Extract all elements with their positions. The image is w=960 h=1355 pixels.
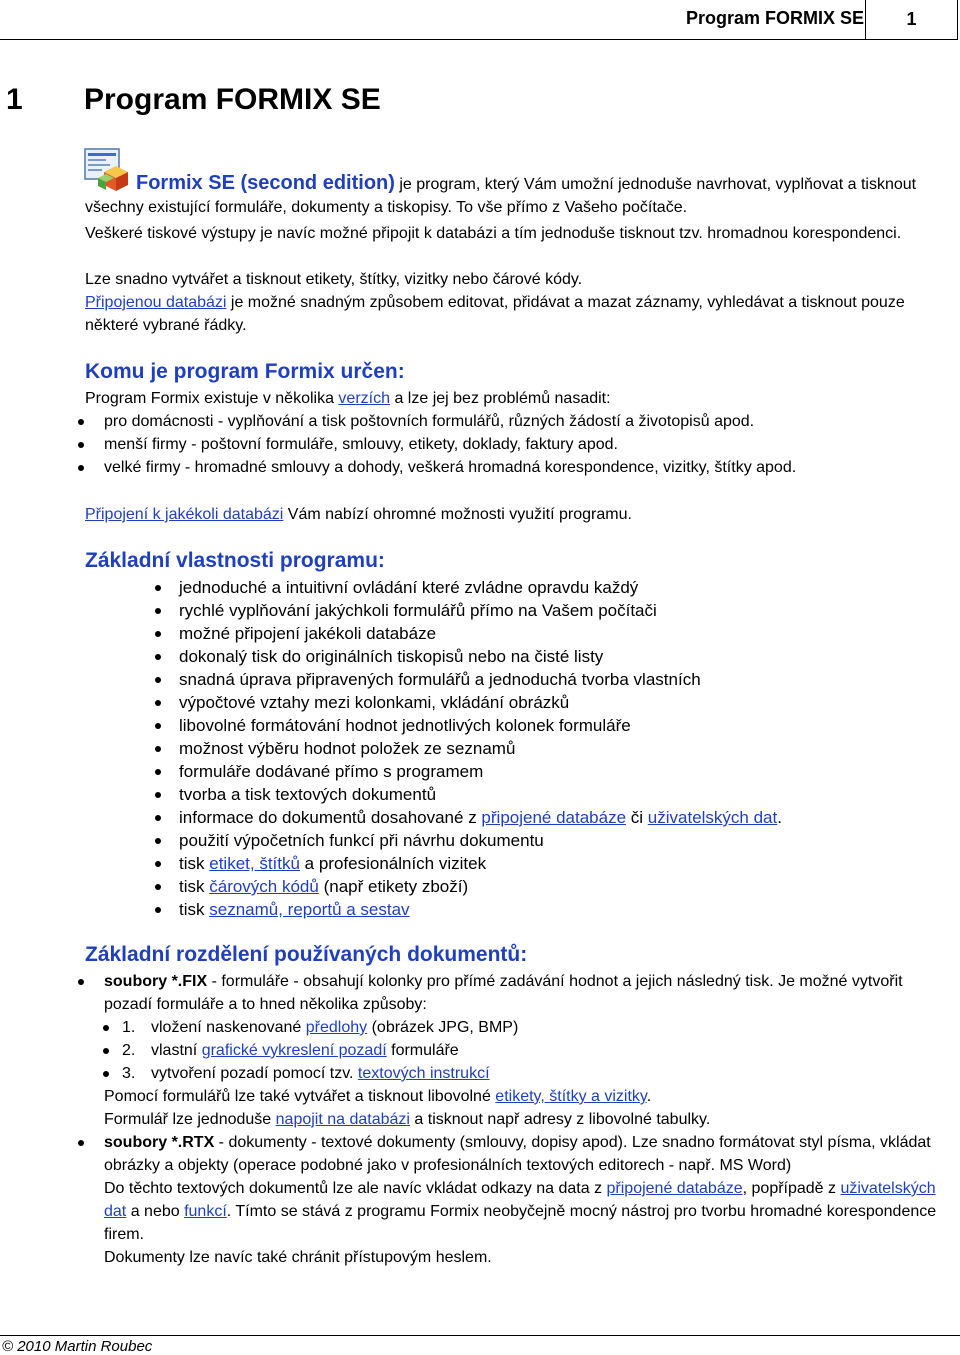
list-item-text: tisk — [179, 854, 210, 873]
list-item — [0, 645, 950, 668]
list-item — [0, 783, 950, 806]
list-item-text: tisk — [179, 900, 210, 919]
list-item — [0, 852, 950, 875]
section-heading-features: Základní vlastnosti programu: — [85, 549, 385, 572]
list-item — [79, 433, 949, 456]
chapter-title-text: Program FORMIX SE — [84, 83, 381, 116]
item-number: 1. — [122, 1019, 136, 1036]
rtx-text: - dokumenty - textové dokumenty (smlouvy, dopisy apod). Lze snadno formátovat styl písma, vkládat obrázky a objekty (operace podobné jako v profesionálních textových editorech - např. MS Word) — [104, 1134, 931, 1174]
header-rule — [0, 39, 866, 40]
list-item — [79, 410, 949, 433]
list-item-text: možné připojení jakékoli databáze — [179, 624, 437, 643]
item-text: vložení naskenované — [151, 1019, 306, 1036]
list-item — [0, 691, 950, 714]
item-number: 2. — [122, 1042, 136, 1059]
database-paragraph — [85, 503, 945, 526]
section-heading-target-users: Komu je program Formix určen: — [85, 360, 405, 383]
rtx-para-1 — [104, 1177, 949, 1246]
list-item-text: výpočtové vztahy mezi kolonkami, vkládání obrázků — [179, 693, 570, 712]
rtx-para-2: Dokumenty lze navíc také chránit přístupovým heslem. — [104, 1249, 492, 1266]
numbered-item — [104, 1039, 949, 1062]
list-item-fix — [79, 970, 949, 1131]
list-item-text: dokonalý tisk do originálních tiskopisů nebo na čisté listy — [179, 647, 604, 666]
header-page-number: 1 — [865, 0, 958, 40]
user-data-link[interactable]: uživatelských dat — [647, 808, 778, 827]
list-item — [0, 576, 950, 599]
item-text: vytvoření pozadí pomocí tzv. — [151, 1065, 358, 1082]
intro-paragraph-3 — [85, 268, 935, 291]
list-item-text: možnost výběru hodnot položek ze seznamů — [179, 739, 516, 758]
list-item-text: (např etikety zboží) — [318, 877, 469, 896]
intro-text-3: Lze snadno vytvářet a tisknout etikety, štítky, vizitky nebo čárové kódy. — [85, 271, 583, 288]
list-item-text: menší firmy - poštovní formuláře, smlouvy, etikety, doklady, faktury apod. — [104, 436, 618, 453]
list-item-text: libovolné formátování hodnot jednotlivých kolonek formuláře — [179, 716, 631, 735]
fix-para-1 — [104, 1085, 949, 1108]
list-item-text: či — [626, 808, 648, 827]
item-text: formuláře — [386, 1042, 459, 1059]
para-text: , popřípadě z — [742, 1180, 841, 1197]
versions-text-a: Program Formix existuje v několika — [85, 390, 339, 407]
list-item — [0, 760, 950, 783]
intro-paragraph-2 — [85, 222, 935, 245]
user-data-link-2[interactable]: uživatelských dat — [104, 1180, 936, 1220]
footer-copyright: © 2010 Martin Roubec — [2, 1338, 153, 1355]
list-item-text: tisk — [179, 877, 210, 896]
list-item-text: a profesionálních vizitek — [299, 854, 487, 873]
list-item — [0, 668, 950, 691]
list-item — [0, 829, 950, 852]
versions-text-b: a lze jej bez problémů nasadit: — [390, 390, 611, 407]
list-item-text: formuláře dodávané přímo s programem — [179, 762, 484, 781]
connected-database-link-2[interactable]: připojené databáze — [481, 808, 627, 827]
fix-label: soubory *.FIX — [104, 973, 208, 990]
fix-text: - formuláře - obsahují kolonky pro přímé zadávání hodnot a jejich následný tisk. Je možné vytvořit pozadí formuláře a to hned několika způsoby: — [104, 973, 903, 1013]
list-item-text: snadná úprava připravených formulářů a jednoduchá tvorba vlastních — [179, 670, 701, 689]
connected-database-link[interactable]: Připojenou databázi — [85, 294, 227, 311]
para-text: a nebo — [126, 1203, 185, 1220]
background-drawing-link[interactable]: grafické vykreslení pozadí — [201, 1042, 387, 1059]
intro-paragraph — [85, 172, 935, 219]
documents-list — [79, 970, 949, 1269]
functions-link[interactable]: funkcí — [184, 1203, 227, 1220]
template-link[interactable]: předlohy — [305, 1019, 368, 1036]
footer-rule — [0, 1335, 960, 1336]
list-item-text: . — [777, 808, 782, 827]
intro-paragraph-4 — [85, 291, 935, 337]
list-item-text: informace do dokumentů dosahované z — [179, 808, 482, 827]
intro-text-4: je možné snadným způsobem editovat, přidávat a mazat záznamy, vyhledávat a tisknout pouze některé vybrané řádky. — [85, 294, 905, 334]
item-text: vlastní — [151, 1042, 202, 1059]
list-item — [0, 737, 950, 760]
list-item-text: jednoduché a intuitivní ovládání které zvládne opravdu každý — [179, 578, 639, 597]
list-item — [0, 898, 950, 921]
chapter-number: 1 — [6, 83, 23, 116]
versions-link[interactable]: verzích — [338, 390, 390, 407]
para-text: Pomocí formulářů lze také vytvářet a tisknout libovolné — [104, 1088, 496, 1105]
labels-link[interactable]: etiket, štítků — [209, 854, 300, 873]
intro-text-2: Veškeré tiskové výstupy je navíc možné připojit k databázi a tím jednoduše tisknout tzv. hromadnou korespondenci. — [85, 225, 902, 242]
para-text: . — [646, 1088, 652, 1105]
list-item — [0, 875, 950, 898]
fix-para-2 — [104, 1108, 949, 1131]
barcodes-link[interactable]: čárových kódů — [209, 877, 319, 896]
para-text: Formulář lze jednoduše — [104, 1111, 276, 1128]
versions-paragraph — [85, 387, 945, 410]
header-title: Program FORMIX SE — [685, 8, 864, 28]
labels-cards-link[interactable]: etikety, štítky a vizitky — [495, 1088, 647, 1105]
features-list — [0, 576, 950, 921]
section-heading-documents: Základní rozdělení používaných dokumentů: — [85, 943, 528, 966]
intro-lead: Formix SE (second edition) — [136, 172, 395, 194]
para-text: Do těchto textových dokumentů lze ale navíc vkládat odkazy na data z — [104, 1180, 607, 1197]
list-item — [0, 714, 950, 737]
database-text: Vám nabízí ohromné možnosti využití programu. — [283, 506, 632, 523]
connect-database-link[interactable]: napojit na databázi — [275, 1111, 410, 1128]
intro-text-1: je program, který Vám umožní jednoduše navrhovat, vyplňovat a tisknout všechny existující formuláře, dokumenty a tiskopisy. To vše přímo z Vašeho počítače. — [85, 176, 917, 216]
reports-link[interactable]: seznamů, reportů a sestav — [209, 900, 410, 919]
list-item-rtx — [79, 1131, 949, 1269]
list-item-text: velké firmy - hromadné smlouvy a dohody, veškerá hromadná korespondence, vizitky, štítky apod. — [104, 459, 797, 476]
item-text: (obrázek JPG, BMP) — [367, 1019, 519, 1036]
para-text: a tisknout např adresy z libovolné tabulky. — [409, 1111, 711, 1128]
chapter-title — [6, 83, 381, 117]
para-text: . Tímto se stává z programu Formix neobyčejně mocný nástroj pro tvorbu hromadné korespondence firem. — [104, 1203, 937, 1243]
list-item-text: rychlé vyplňování jakýchkoli formulářů přímo na Vašem počítači — [179, 601, 657, 620]
list-item — [0, 622, 950, 645]
list-item-text: tvorba a tisk textových dokumentů — [179, 785, 437, 804]
list-item — [0, 806, 950, 829]
text-instructions-link[interactable]: textových instrukcí — [357, 1065, 490, 1082]
list-item — [79, 456, 949, 479]
database-connection-link[interactable]: Připojení k jakékoli databázi — [85, 506, 284, 523]
numbered-item — [104, 1062, 949, 1085]
connected-database-link-3[interactable]: připojené databáze — [606, 1180, 743, 1197]
list-item-text: použití výpočetních funkcí při návrhu dokumentu — [179, 831, 544, 850]
page-header — [0, 0, 960, 40]
list-item-text: pro domácnosti - vyplňování a tisk poštovních formulářů, různých žádostí a životopisů apod. — [104, 413, 755, 430]
rtx-label: soubory *.RTX — [104, 1134, 215, 1151]
list-item — [0, 599, 950, 622]
target-users-list — [79, 410, 949, 479]
numbered-item — [104, 1016, 949, 1039]
item-number: 3. — [122, 1065, 136, 1082]
